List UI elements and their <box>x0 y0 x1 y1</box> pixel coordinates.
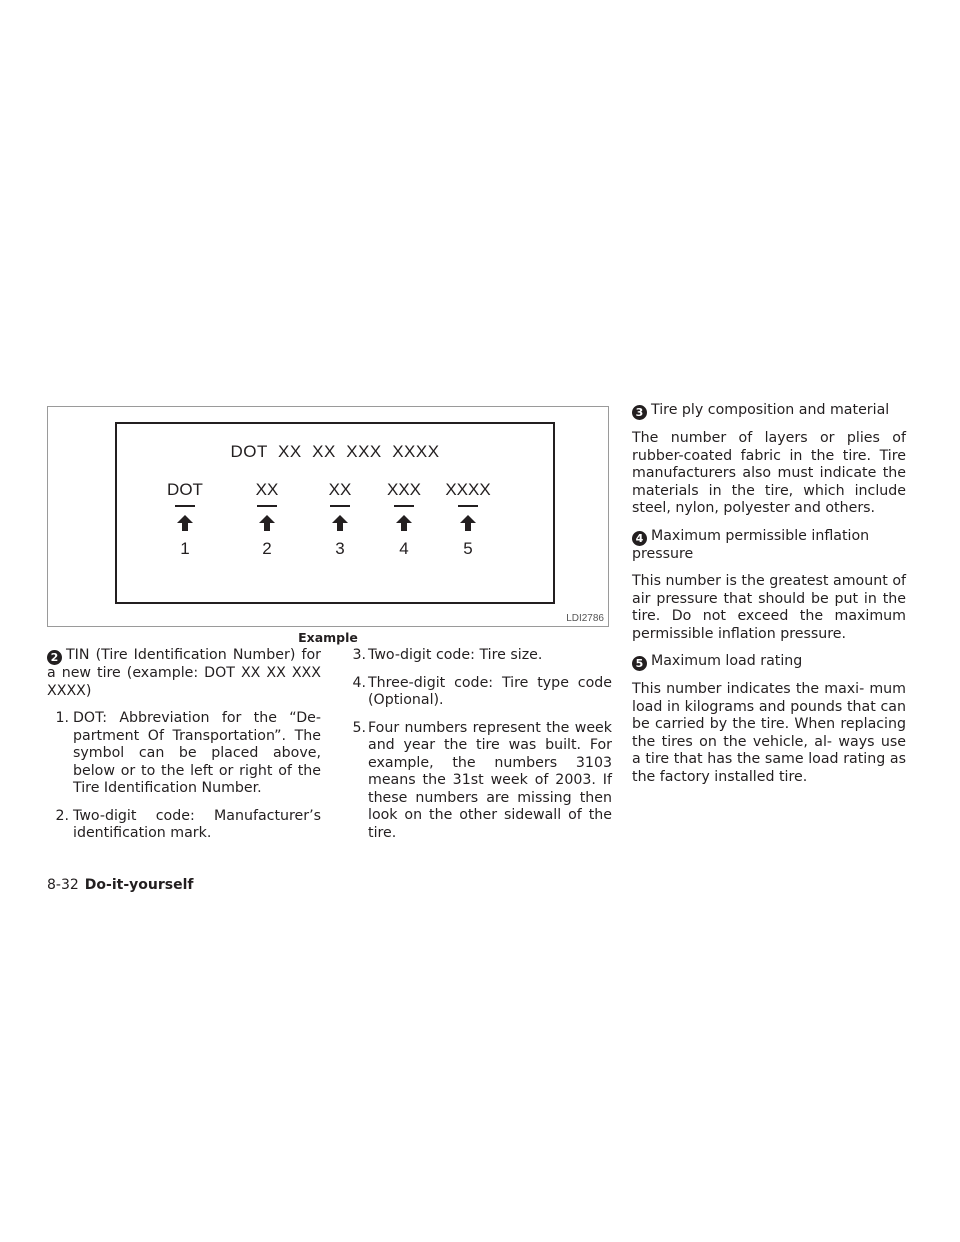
code-column-manufacturer <box>227 479 307 559</box>
list-item-text: Four numbers represent the week and year the tire was built. For example, the numbers 3103 means the 31st week of 2003. If these numbers are missing then look on the other sidewall of the tire. <box>368 719 612 841</box>
code-label: XXX <box>386 480 422 499</box>
up-arrow-icon <box>177 515 193 531</box>
number-badge-icon: 4 <box>632 531 647 546</box>
tin-list-continued <box>344 647 612 852</box>
list-item-text: DOT: Abbreviation for the “De- partment Of Transportation”. The symbol can be placed above, below or to the left or right of the Tire Identification Number. <box>73 710 321 796</box>
list-item <box>344 675 612 710</box>
section-body-pressure: This number is the greatest amount of air pressure that should be put in the tire. Do not exceed the maximum permissible inflation pressure. <box>632 573 906 642</box>
code-label: DOT <box>167 480 203 499</box>
list-item-number: 3. <box>352 647 366 663</box>
code-label: XX <box>255 480 279 499</box>
figure-caption: Example <box>298 630 358 645</box>
tin-intro-text: TIN (Tire Identification Number) for a new tire (example: DOT XX XX XXX XXXX) <box>47 647 321 699</box>
section-body-ply: The number of layers or plies of rubber-coated fabric in the tire. Tire manufacturers also must indicate the materials in the tire, which include steel, nylon, polyester and others. <box>632 430 906 516</box>
list-item-text: Three-digit code: Tire type code (Optional). <box>368 674 612 708</box>
section-title: Maximum permissible inflation pressure <box>632 527 870 562</box>
list-item <box>47 710 321 798</box>
tin-example-heading: DOT XX XX XXX XXXX <box>230 442 440 461</box>
code-label: XXXX <box>445 480 491 499</box>
figure-id: LDI2786 <box>566 613 604 624</box>
list-item <box>344 720 612 843</box>
list-item-number: 5. <box>352 719 366 736</box>
list-item-number: 1. <box>55 710 69 726</box>
tire-info-sections <box>632 402 906 796</box>
tin-diagram-box <box>115 422 555 604</box>
list-item-text: Two-digit code: Manufacturer’s identification mark. <box>73 807 321 841</box>
section-heading-pressure <box>632 528 906 564</box>
tin-intro <box>47 647 321 700</box>
code-number: 5 <box>463 539 473 558</box>
code-number: 2 <box>262 539 272 558</box>
list-item-number: 2. <box>55 807 69 824</box>
code-underline <box>330 505 350 507</box>
number-badge-icon: 5 <box>632 656 647 671</box>
list-item <box>344 647 612 665</box>
up-arrow-icon <box>460 515 476 531</box>
section-body-load: This number indicates the maxi- mum load in kilograms and pounds that can be carried by the tire. When replacing the tires on the vehicle, al- ways use a tire that has the same load rating as the factory installed tire. <box>632 681 906 785</box>
code-label: XX <box>328 480 352 499</box>
code-column-date <box>428 479 508 559</box>
list-item-text: Two-digit code: Tire size. <box>368 647 543 663</box>
list-item-number: 4. <box>352 674 366 691</box>
up-arrow-icon <box>332 515 348 531</box>
number-badge-icon: 3 <box>632 405 647 420</box>
section-title: Tire ply composition and material <box>651 402 890 418</box>
up-arrow-icon <box>259 515 275 531</box>
code-underline <box>394 505 414 507</box>
code-number: 1 <box>180 539 190 558</box>
list-item <box>47 808 321 843</box>
code-number: 3 <box>335 539 345 558</box>
up-arrow-icon <box>396 515 412 531</box>
code-underline <box>257 505 277 507</box>
code-underline <box>175 505 195 507</box>
section-heading-ply <box>632 402 906 420</box>
number-badge-icon: 2 <box>47 650 62 665</box>
tin-example-figure <box>47 406 609 627</box>
section-title: Maximum load rating <box>651 653 803 669</box>
code-number: 4 <box>399 539 409 558</box>
page-number: 8-32 <box>47 877 79 893</box>
code-underline <box>458 505 478 507</box>
section-heading-load <box>632 653 906 671</box>
code-column-dot <box>145 479 225 559</box>
page-footer <box>47 877 193 893</box>
tin-section <box>47 647 321 853</box>
section-name: Do-it-yourself <box>84 877 194 893</box>
